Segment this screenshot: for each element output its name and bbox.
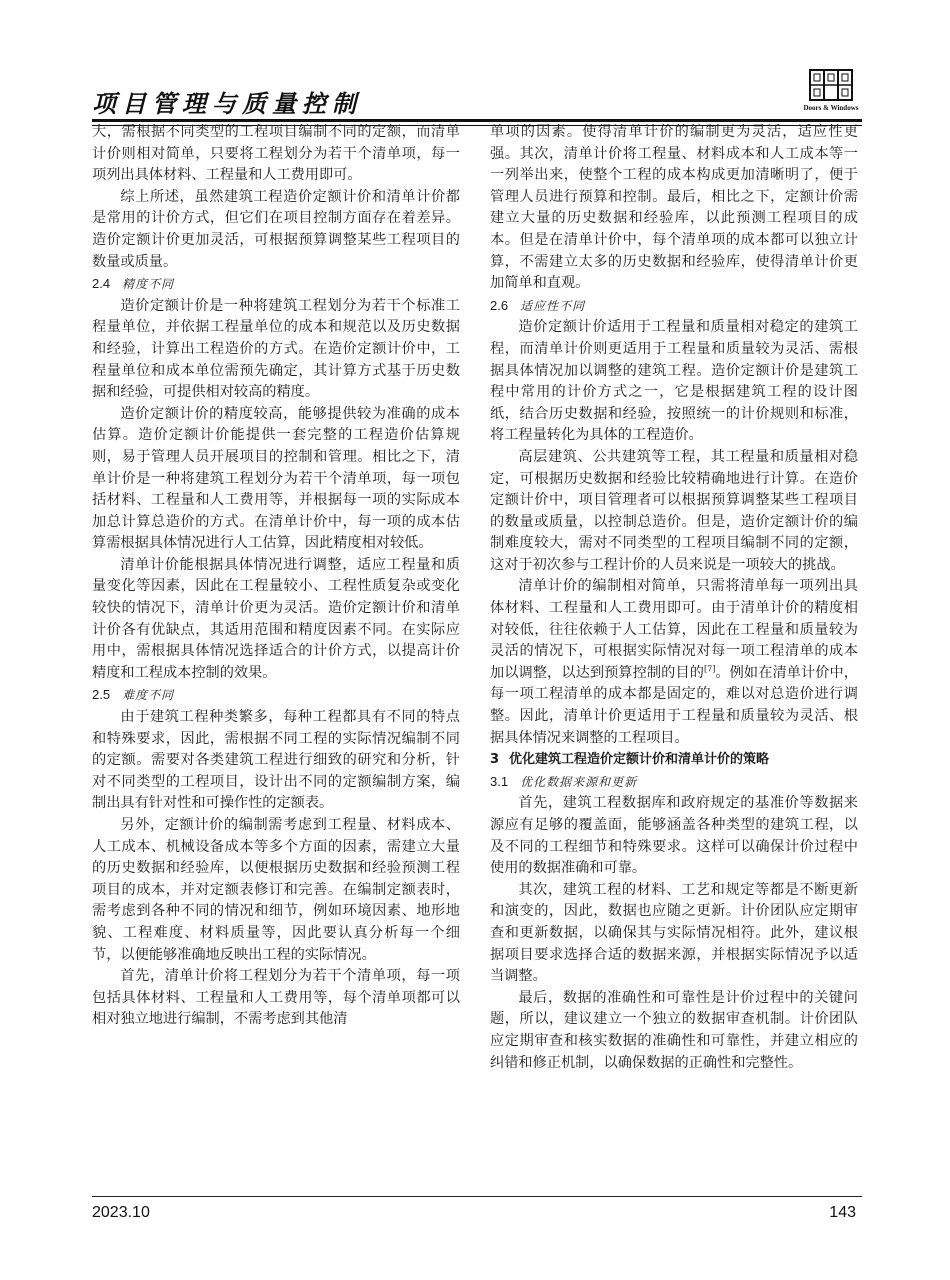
section-title: 精度不同 xyxy=(122,277,175,292)
paragraph-text: 高层建筑、公共建筑等工程，其工程量和质量相对稳定，可根据历史数据和经验比较精确地进行计算。在造价定额计价中，项目管理者可以根据预算调整某些工程项目的数量或质量，以控制总造价。但是，造价定额计价的编制难度较大，需对不同类型的工程项目编制不同的定额，这对于初次参与工程计价的人员来说是一项较大的挑战。 xyxy=(490,448,858,573)
section-heading xyxy=(490,749,858,771)
paragraph-text: 综上所述，虽然建筑工程造价定额计价和清单计价都是常用的计价方式，但它们在项目控制方面存在着差异。造价定额计价更加灵活，可根据预算调整某些工程项目的数量或质量。 xyxy=(92,188,460,270)
page-number: 143 xyxy=(829,1204,856,1221)
section-title: 优化建筑工程造价定额计价和清单计价的策略 xyxy=(509,752,770,768)
paragraph-text: 大，需根据不同类型的工程项目编制不同的定额，而清单计价则相对简单，只要将工程划分为若干个清单项，每一项列出具体材料、工程量和人工费用即可。 xyxy=(92,124,460,184)
paragraph-text: 造价定额计价适用于工程量和质量相对稳定的建筑工程，而清单计价则更适用于工程量和质量较为灵活、需根据具体情况加以调整的建筑工程。造价定额计价是建筑工程中常用的计价方式之一，它是根据建筑工程的设计图纸，结合历史数据和经验，按照统一的计价规则和标准，将工程量转化为具体的工程造价。 xyxy=(490,319,858,444)
section-heading xyxy=(92,273,460,296)
section-number: 2.6 xyxy=(490,297,509,313)
paragraph xyxy=(92,296,460,404)
section-heading xyxy=(92,684,460,707)
paragraph-text: 另外，定额计价的编制需考虑到工程量、材料成本、人工成本、机械设备成本等多个方面的因素，需建立大量的历史数据和经验库，以便根据历史数据和经验预测工程项目的成本，并对定额表修订和完善。在编制定额表时，需考虑到各种不同的情况和细节，例如环境因素、地形地貌、工程难度、材料质量等，因此要认真分析每一个细节，以便能够准确地反映出工程的实际情况。 xyxy=(92,817,460,963)
paragraph-text: 由于建筑工程种类繁多，每种工程都具有不同的特点和特殊要求，因此，需根据不同工程的实际情况编制不同的定额。需要对各类建筑工程进行细致的研究和分析，针对不同类型的工程项目，设计出不同的定额编制方案，编制出具有针对性和可操作性的定额表。 xyxy=(92,709,460,812)
citation-ref: [7] xyxy=(703,664,716,674)
logo-text: Doors & Windows xyxy=(803,104,859,112)
section-number: 2.4 xyxy=(92,276,111,292)
paragraph xyxy=(490,317,858,447)
paragraph-text: 清单计价能根据具体情况进行调整，适应工程量和质量变化等因素，因此在工程量较小、工程性质复杂或变化较快的情况下，清单计价更为灵活。造价定额计价和清单计价各有优缺点，其适用范围和精度因素不同。在实际应用中，需根据具体情况选择适合的计价方式，以提高计价精度和工程成本控制的效果。 xyxy=(92,556,460,681)
issue-date: 2023.10 xyxy=(92,1204,150,1221)
paragraph-text: 造价定额计价是一种将建筑工程划分为若干个标准工程量单位，并依据工程量单位的成本和规范以及历史数据和经验，计算出工程造价的方式。在造价定额计价中，工程量单位和成本单位需预先确定，其计算方式基于历史数据和经验，可提供相对较高的精度。 xyxy=(92,297,460,401)
paragraph-text: 最后，数据的准确性和可靠性是计价过程中的关键问题，所以，建议建立一个独立的数据审查机制。计价团队应定期审查和核实数据的准确性和可靠性，并建立相应的纠错和修正机制，以确保数据的正确性和完整性。 xyxy=(490,989,858,1071)
section-number: 2.5 xyxy=(92,687,111,703)
paragraph-text: 首先，建筑工程数据库和政府规定的基准价等数据来源应有足够的覆盖面，能够涵盖各种类型的建筑工程，以及不同的工程细节和特殊要求。这样可以确保计价过程中使用的数据准确和可靠。 xyxy=(490,795,858,877)
section-heading xyxy=(490,295,858,318)
paragraph xyxy=(490,122,858,295)
left-column xyxy=(92,122,460,1031)
paragraph-text: 单项的因素。使得清单计价的编制更为灵活，适应性更强。其次，清单计价将工程量、材料成本和人工成本等一一列举出来，使整个工程的成本构成更加清晰明了，便于管理人员进行预算和控制。最后，相比之下，定额计价需建立大量的历史数据和经验库，以此预测工程项目的成本。但是在清单计价中，每个清单项的成本都可以独立计算，不需建立太多的历史数据和经验库，使得清单计价更加简单和直观。 xyxy=(490,124,858,292)
section-heading xyxy=(490,771,858,794)
paragraph xyxy=(490,988,858,1074)
paragraph xyxy=(92,966,460,1031)
page-header xyxy=(92,70,862,122)
paragraph-text: 造价定额计价的精度较高，能够提供较为准确的成本估算。造价定额计价能提供一套完整的工程造价估算规则，易于管理人员开展项目的控制和管理。相比之下，清单计价是一种将建筑工程划分为若干个清单项，每一项包括材料、工程量和人工费用等，并根据每一项的实际成本加总计算总造价的方式。在清单计价中，每一项的成本估算需根据具体情况进行人工估算，因此精度相对较低。 xyxy=(92,405,460,552)
paragraph-text: 其次，建筑工程的材料、工艺和规定等都是不断更新和演变的，因此，数据也应随之更新。计价团队应定期审查和更新数据，以确保其与实际情况相符。此外，建议根据项目要求选择合适的数据来源，并根据实际情况予以适当调整。 xyxy=(490,881,858,985)
section-title: 难度不同 xyxy=(122,688,175,703)
paragraph-text: 清单计价的编制相对简单，只需将清单每一项列出具体材料、工程量和人工费用即可。由于清单计价的精度相对较低，往往依赖于人工估算，因此在工程量和质量较为灵活的情况下，可根据实际情况对每一项工程清单的成本加以调整，以达到预算控制的目的 xyxy=(490,578,858,681)
paragraph xyxy=(490,880,858,988)
paragraph xyxy=(92,187,460,273)
journal-title: 项目管理与质量控制 xyxy=(92,90,362,118)
section-title: 优化数据来源和更新 xyxy=(520,774,638,789)
section-title: 适应性不同 xyxy=(520,298,586,313)
paragraph xyxy=(92,815,460,966)
paragraph-text: 首先，清单计价将工程划分为若干个清单项，每一项包括具体材料、工程量和人工费用等，每个清单项都可以相对独立地进行编制，不需考虑到其他清 xyxy=(92,968,460,1028)
paragraph xyxy=(92,707,460,815)
right-column xyxy=(490,122,858,1074)
paragraph xyxy=(490,576,858,749)
paragraph-text: 。例如在清单计价中，每一项工程清单的成本都是固定的，难以对总造价进行调整。因此，清单计价更适用于工程量和质量较为灵活、根据具体情况来调整的工程项目。 xyxy=(490,664,858,746)
paragraph xyxy=(92,555,460,685)
section-number: 3 xyxy=(490,752,500,768)
footer-rule xyxy=(92,1196,862,1197)
paragraph xyxy=(490,447,858,577)
paragraph xyxy=(92,122,460,187)
section-number: 3.1 xyxy=(490,773,509,789)
paragraph xyxy=(490,793,858,879)
paragraph xyxy=(92,404,460,555)
